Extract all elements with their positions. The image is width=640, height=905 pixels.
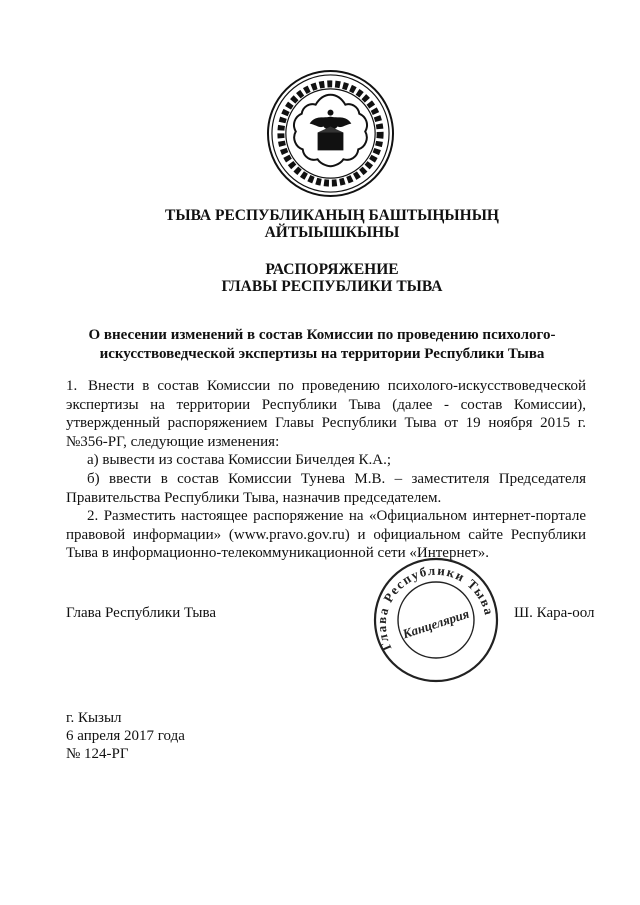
document-footer [66, 709, 185, 763]
stamp-ring-text: Глава Республики Тыва [373, 562, 498, 654]
signatory-name: Ш. Кара-оол [514, 605, 595, 621]
stamp-center-text: Канцелярия [400, 605, 471, 642]
office-stamp [372, 556, 500, 684]
coat-of-arms-emblem [266, 69, 395, 198]
item-a: а) вывести из состава Комиссии Бичелдея К.А.; [87, 452, 392, 469]
header-republic: ТЫВА РЕСПУБЛИКАНЫҢ БАШТЫҢЫНЫҢ АЙТЫЫШКЫНЫ [165, 207, 499, 241]
paragraph-2: 2. Разместить настоящее распоряжение на «Официальном интернет-портале правовой информации» (www.pravo.gov.ru) и официальном сайте Республики Тыва в информационно-телекоммуникационной сети «Интернет». [66, 508, 586, 562]
paragraph-1: 1. Внести в состав Комиссии по проведению психолого-искусствоведческой экспертизы на территории Республики Тыва (далее - состав Комиссии), утвержденный распоряжением Главы Республики Тыва от 19 ноября 2015 г. №356-РГ, следующие изменения: [66, 378, 586, 450]
item-b: б) ввести в состав Комиссии Тунева М.В. – заместителя Председателя Правительства Республики Тыва, назначив председателем. [66, 470, 586, 506]
paragraph-1-number: 1. [66, 378, 78, 394]
footer-date: 6 апреля 2017 года [66, 728, 185, 744]
document-subject: О внесении изменений в состав Комиссии по проведению психолого- искусствоведческой экспертизы на территории Республики Тыва [88, 327, 556, 362]
signatory-title: Глава Республики Тыва [66, 605, 217, 621]
header-order-title: РАСПОРЯЖЕНИЕ ГЛАВЫ РЕСПУБЛИКИ ТЫВА [221, 261, 443, 295]
footer-city: г. Кызыл [66, 710, 122, 726]
footer-number: № 124-РГ [66, 746, 129, 762]
document-body [66, 377, 586, 563]
